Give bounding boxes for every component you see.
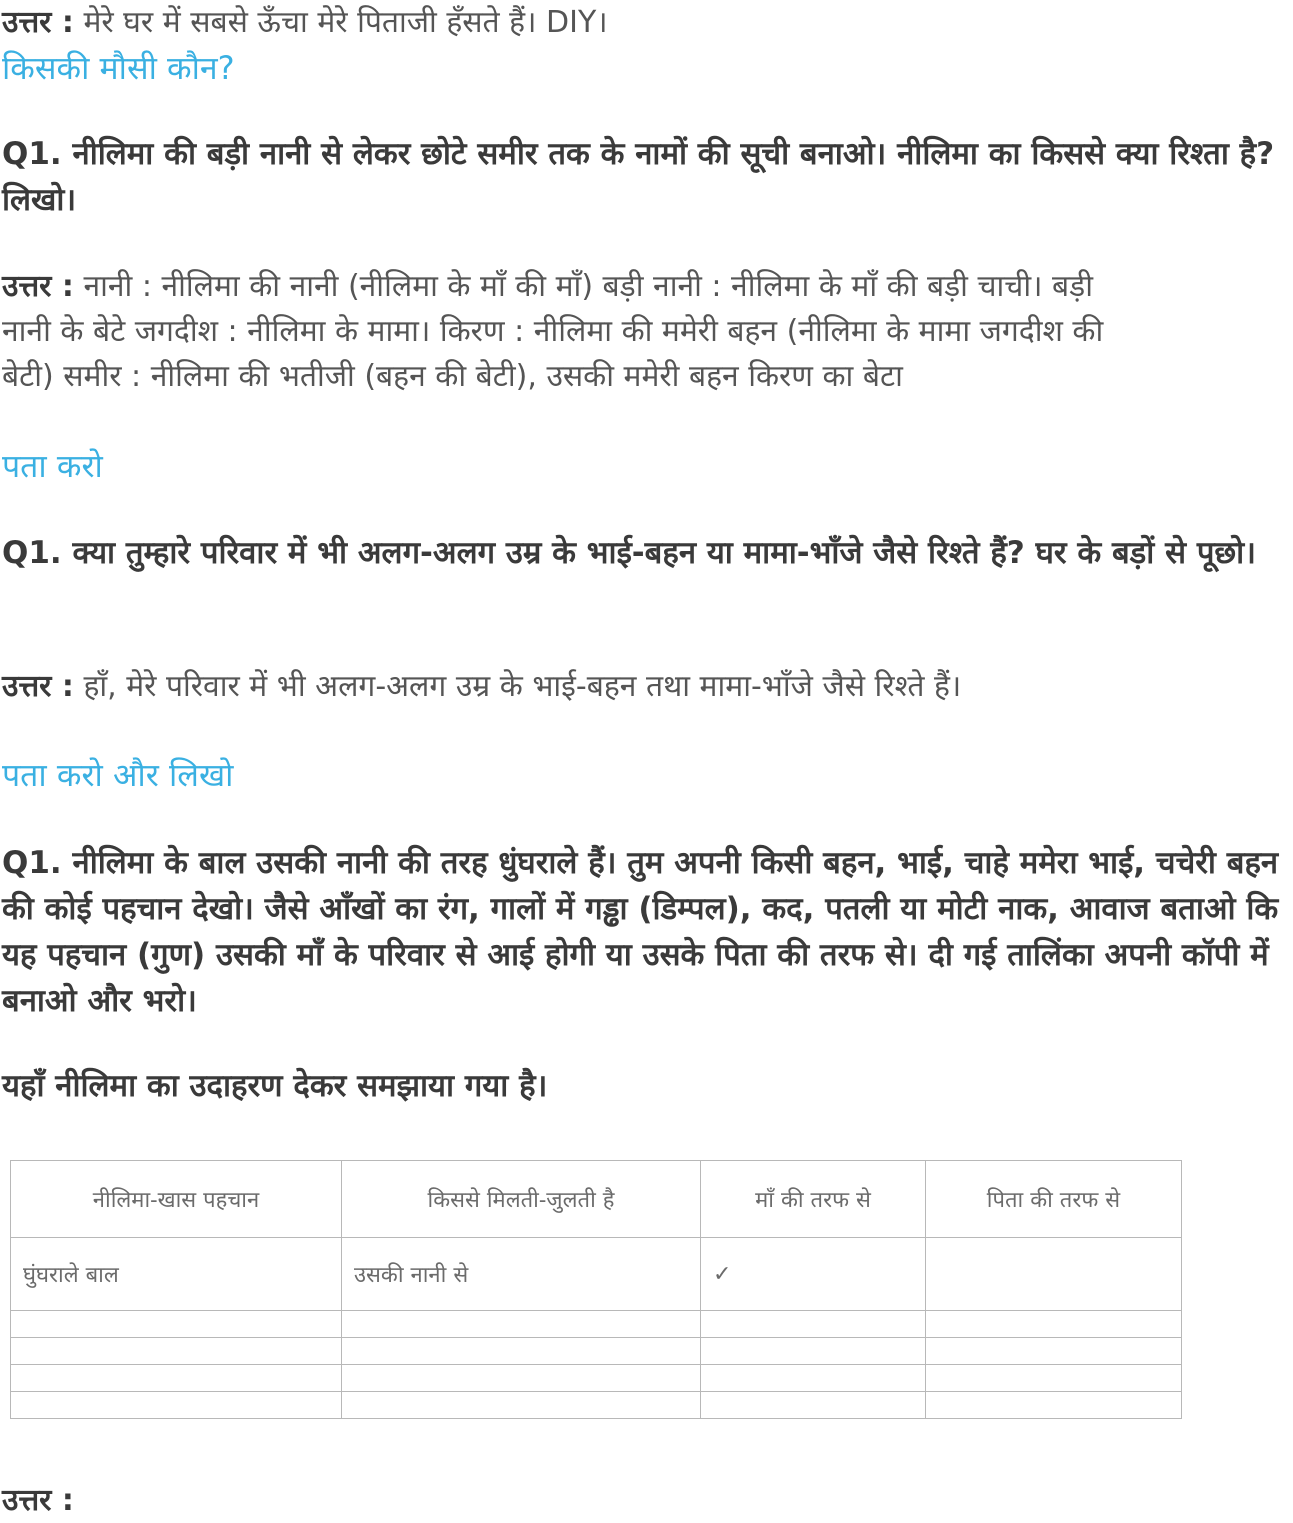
table-header-mother-side: माँ की तरफ से	[701, 1161, 926, 1238]
table-cell	[342, 1392, 701, 1419]
table-header-resembles: किससे मिलती-जुलती है	[342, 1161, 701, 1238]
answer-text: मेरे घर में सबसे ऊँचा मेरे पिताजी हँसते हैं। DIY।	[83, 5, 608, 40]
table-header-father-side: पिता की तरफ से	[926, 1161, 1182, 1238]
table-row	[11, 1365, 1182, 1392]
question-list-names: Q1. नीलिमा की बड़ी नानी से लेकर छोटे समीर तक के नामों की सूची बनाओ। नीलिमा का किससे क्या रिश्ता है? लिखो।	[2, 136, 1275, 218]
answer-relations-line-2: नानी के बेटे जगदीश : नीलिमा के मामा। किरण : नीलिमा की ममेरी बहन (नीलिमा के मामा जगदीश की	[2, 314, 1104, 349]
answer-relations	[2, 264, 1292, 399]
answer-label: उत्तर :	[2, 269, 74, 304]
table-header-row	[11, 1161, 1182, 1238]
answer-text: नानी : नीलिमा की नानी (नीलिमा के माँ की माँ) बड़ी नानी : नीलिमा के माँ की बड़ी चाची। बड़ी	[83, 269, 1093, 304]
example-note: यहाँ नीलिमा का उदाहरण देकर समझाया गया है।	[2, 1068, 548, 1104]
table-cell	[342, 1338, 701, 1365]
table-cell	[701, 1338, 926, 1365]
table-cell	[701, 1311, 926, 1338]
table-cell	[342, 1311, 701, 1338]
question-traits: Q1. नीलिमा के बाल उसकी नानी की तरह धुंघराले हैं। तुम अपनी किसी बहन, भाई, चाहे ममेरा भाई, चचेरी बहन की कोई पहचान देखो। जैसे आँखों का रंग, गालों में गड्ढा (डिम्पल), कद, पतली या मोटी नाक, आवाज बताओ कि यह पहचान (गुण) उसकी माँ के परिवार से आई होगी या उसके पिता की तरफ से। दी गई तालिंका अपनी कॉपी में बनाओ और भरो।	[2, 845, 1279, 1019]
table-row	[11, 1338, 1182, 1365]
traits-table	[10, 1160, 1182, 1419]
section-heading-mausi: किसकी मौसी कौन?	[2, 49, 235, 87]
table-cell	[342, 1365, 701, 1392]
table-cell	[926, 1392, 1182, 1419]
table-row	[11, 1238, 1182, 1311]
answer-label: उत्तर :	[2, 1483, 74, 1518]
table-cell: घुंघराले बाल	[11, 1238, 342, 1311]
table-cell	[701, 1392, 926, 1419]
section-heading-find-and-write: पता करो और लिखो	[2, 756, 234, 794]
check-mark-icon: ✓	[701, 1238, 926, 1311]
final-answer	[2, 1478, 74, 1523]
table-cell	[926, 1338, 1182, 1365]
answer-relations-line-1	[2, 264, 1292, 309]
answer-text: हाँ, मेरे परिवार में भी अलग-अलग उम्र के भाई-बहन तथा मामा-भाँजे जैसे रिश्ते हैं।	[83, 669, 962, 704]
answer-label: उत्तर :	[2, 669, 74, 704]
table-cell	[926, 1311, 1182, 1338]
answer-relations-line-3: बेटी) समीर : नीलिमा की भतीजी (बहन की बेटी), उसकी ममेरी बहन किरण का बेटा	[2, 359, 903, 394]
table-cell	[11, 1392, 342, 1419]
table-cell: उसकी नानी से	[342, 1238, 701, 1311]
table-cell	[926, 1238, 1182, 1311]
table-header-trait: नीलिमा-खास पहचान	[11, 1161, 342, 1238]
table-cell	[11, 1338, 342, 1365]
question-family-relations: Q1. क्या तुम्हारे परिवार में भी अलग-अलग उम्र के भाई-बहन या मामा-भाँजे जैसे रिश्ते हैं? घर के बड़ों से पूछो।	[2, 535, 1256, 571]
table-cell	[701, 1365, 926, 1392]
answer-label: उत्तर :	[2, 5, 74, 40]
answer-family-relations	[2, 664, 961, 709]
table-cell	[11, 1311, 342, 1338]
table-row	[11, 1311, 1182, 1338]
table-row	[11, 1392, 1182, 1419]
section-heading-find-out: पता करो	[2, 447, 103, 485]
table-cell	[11, 1365, 342, 1392]
table-cell	[926, 1365, 1182, 1392]
answer-line-intro	[2, 0, 608, 45]
